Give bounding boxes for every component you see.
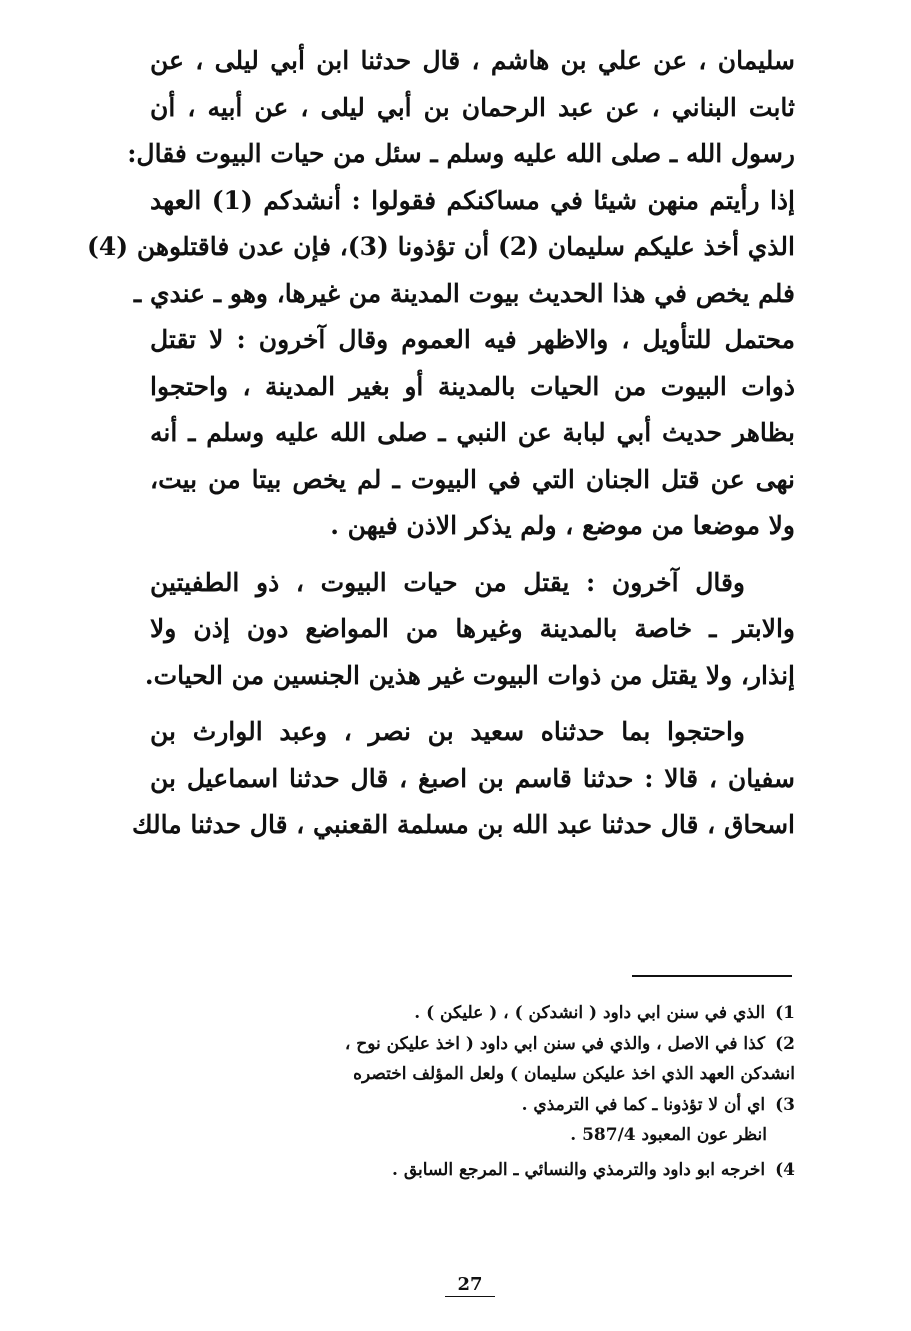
- paragraph-2: [144, 560, 795, 700]
- footnote-continuation: انظر عون المعبود 587/4 .: [570, 1125, 767, 1145]
- text-line: نهى عن قتل الجنان التي في البيوت ـ لم يخص بيتا من بيت،: [150, 464, 795, 494]
- footnote-number: 4): [775, 1159, 795, 1180]
- paragraph-3: [131, 709, 795, 849]
- footnote-number: 2): [775, 1033, 795, 1054]
- text-line: إنذار، ولا يقتل من ذوات البيوت غير هذين الجنسين من الحيات.: [144, 660, 795, 690]
- footnote-separator: [632, 975, 792, 977]
- footnote-continuation: انشدكن العهد الذي اخذ عليكن سليمان ) ولعل المؤلف اختصره: [353, 1064, 795, 1084]
- footnotes: [160, 998, 795, 1185]
- main-text: [87, 38, 795, 849]
- text-line: سليمان ، عن علي بن هاشم ، قال حدثنا ابن أبي ليلى ، عن: [150, 46, 795, 75]
- text-line: رسول الله ـ صلى الله عليه وسلم ـ سئل من حيات البيوت فقال:: [127, 139, 795, 168]
- text-line: وقال آخرون : يقتل من حيات البيوت ، ذو الطفيتين: [150, 567, 745, 597]
- page-number: 27: [445, 1274, 495, 1297]
- text-line: فلم يخص في هذا الحديث بيوت المدينة من غيرها، وهو ـ عندي ـ: [133, 278, 795, 308]
- footnote-text: الذي في سنن ابي داود ( انشدكن ) ، ( عليكن ) .: [414, 1003, 766, 1023]
- footnote-4: [160, 1155, 795, 1186]
- text-line: ذوات البيوت من الحيات بالمدينة أو بغير المدينة ، واحتجوا: [150, 371, 795, 401]
- footnote-text: اخرجه ابو داود والترمذي والنسائي ـ المرجع السابق .: [392, 1159, 766, 1180]
- footnote-number: 1): [775, 1003, 795, 1023]
- footnote-number: 3): [775, 1094, 795, 1115]
- text-line: ثابت البناني ، عن عبد الرحمان بن أبي ليلى ، عن أبيه ، أن: [150, 92, 795, 122]
- text-line: ولا موضعا من موضع ، ولم يذكر الاذن فيهن .: [330, 511, 795, 540]
- footnote-text: اي أن لا تؤذونا ـ كما في الترمذي .: [521, 1094, 766, 1115]
- text-line: والابتر ـ خاصة بالمدينة وغيرها من المواضع دون إذن ولا: [150, 614, 795, 643]
- footnote-3: [160, 1090, 795, 1121]
- paragraph-1: [87, 38, 795, 550]
- footnote-1: [160, 998, 795, 1029]
- footnote-2: [160, 1029, 795, 1060]
- text-line: بظاهر حديث أبي لبابة عن النبي ـ صلى الله عليه وسلم ـ أنه: [150, 418, 795, 447]
- text-line: الذي أخذ عليكم سليمان (2) أن تؤذونا (3)، فإن عدن فاقتلوهن (4): [87, 232, 795, 261]
- footnote-text: كذا في الاصل ، والذي في سنن ابي داود ( اخذ عليكن نوح ،: [344, 1033, 766, 1054]
- text-line: إذا رأيتم منهن شيئا في مساكنكم فقولوا : أنشدكم (1) العهد: [150, 185, 795, 215]
- text-line: واحتجوا بما حدثناه سعيد بن نصر ، وعبد الوارث بن: [150, 717, 745, 746]
- text-line: سفيان ، قالا : حدثنا قاسم بن اصبغ ، قال حدثنا اسماعيل بن: [150, 763, 795, 793]
- text-line: اسحاق ، قال حدثنا عبد الله بن مسلمة القعنبي ، قال حدثنا مالك: [131, 810, 795, 839]
- text-line: محتمل للتأويل ، والاظهر فيه العموم وقال آخرون : لا تقتل: [150, 325, 795, 354]
